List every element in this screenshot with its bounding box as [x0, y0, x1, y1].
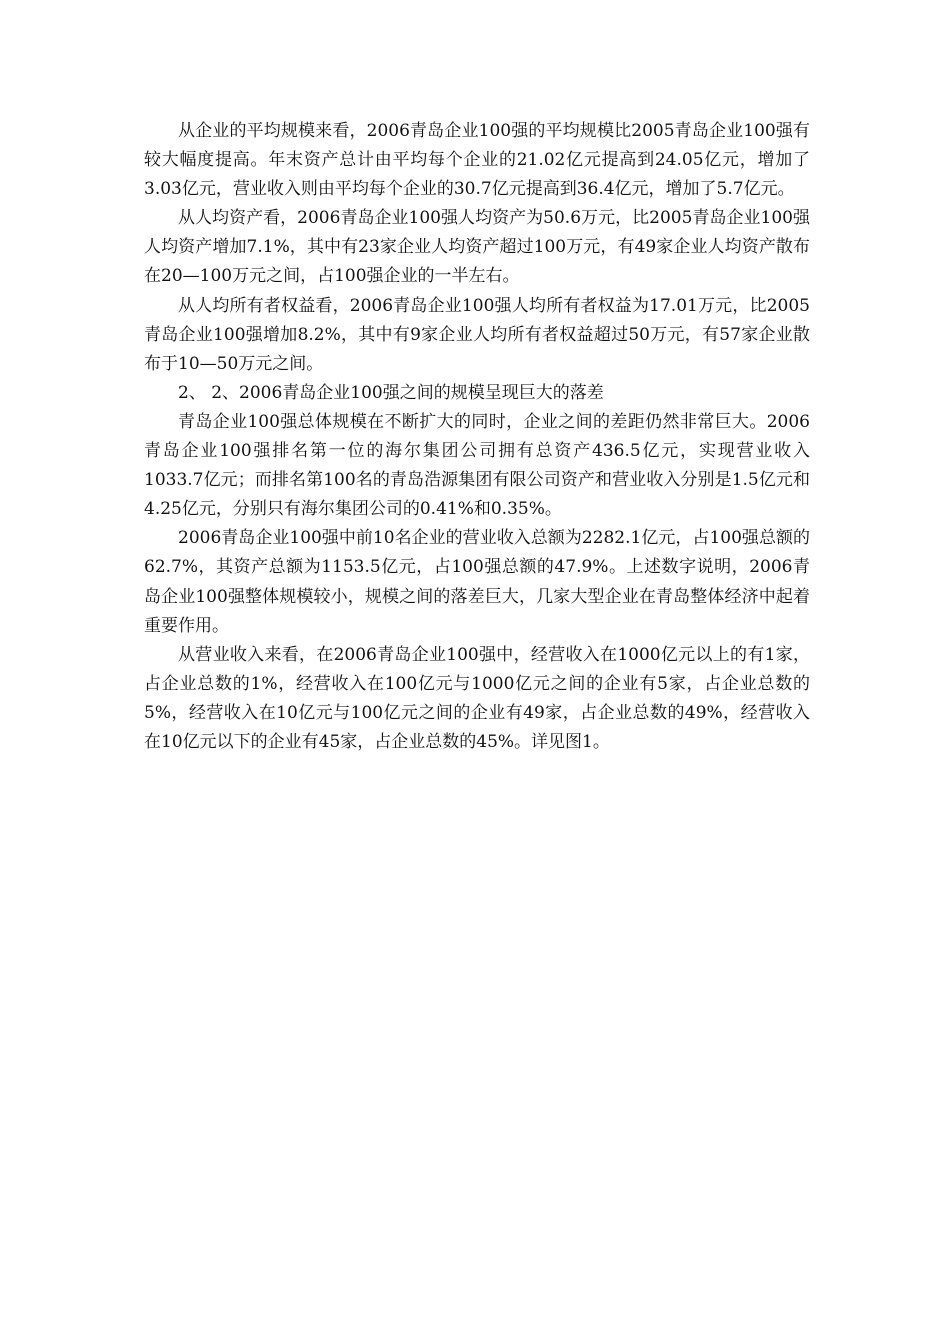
paragraph-average-scale: 从企业的平均规模来看，2006青岛企业100强的平均规模比2005青岛企业100强有较大幅度提高。年末资产总计由平均每个企业的21.02亿元提高到24.05亿元，增加了3.03亿元，营业收入则由平均每个企业的30.7亿元提高到36.4亿元，增加了5.7亿元。 [144, 121, 810, 200]
section-heading-scale-gap: 2、 2、2006青岛企业100强之间的规模呈现巨大的落差 [178, 382, 604, 403]
paragraph-top-ten: 2006青岛企业100强中前10名企业的营业收入总额为2282.1亿元，占100强总额的62.7%，其资产总额为1153.5亿元，占100强总额的47.9%。上述数字说明，2006青岛企业100强整体规模较小，规模之间的落差巨大，几家大型企业在青岛整体经济中起着重要作用。 [144, 528, 810, 636]
paragraph-per-capita-equity: 从人均所有者权益看，2006青岛企业100强人均所有者权益为17.01万元，比2005青岛企业100强增加8.2%，其中有9家企业人均所有者权益超过50万元，有57家企业散布于10—50万元之间。 [144, 295, 810, 374]
paragraph-per-capita-assets: 从人均资产看，2006青岛企业100强人均资产为50.6万元，比2005青岛企业100强人均资产增加7.1%，其中有23家企业人均资产超过100万元，有49家企业人均资产散布在20—100万元之间，占100强企业的一半左右。 [144, 208, 810, 287]
paragraph-revenue-distribution: 从营业收入来看，在2006青岛企业100强中，经营收入在1000亿元以上的有1家，占企业总数的1%，经营收入在100亿元与1000亿元之间的企业有5家，占企业总数的5%，经营收入在10亿元与100亿元之间的企业有49家，占企业总数的49%，经营收入在10亿元以下的企业有45家，占企业总数的45%。详见图1。 [144, 644, 810, 752]
document-body [144, 117, 810, 757]
paragraph-scale-gap: 青岛企业100强总体规模在不断扩大的同时，企业之间的差距仍然非常巨大。2006青岛企业100强排名第一位的海尔集团公司拥有总资产436.5亿元，实现营业收入1033.7亿元；而排名第100名的青岛浩源集团有限公司资产和营业收入分别是1.5亿元和4.25亿元，分别只有海尔集团公司的0.41%和0.35%。 [144, 411, 810, 520]
